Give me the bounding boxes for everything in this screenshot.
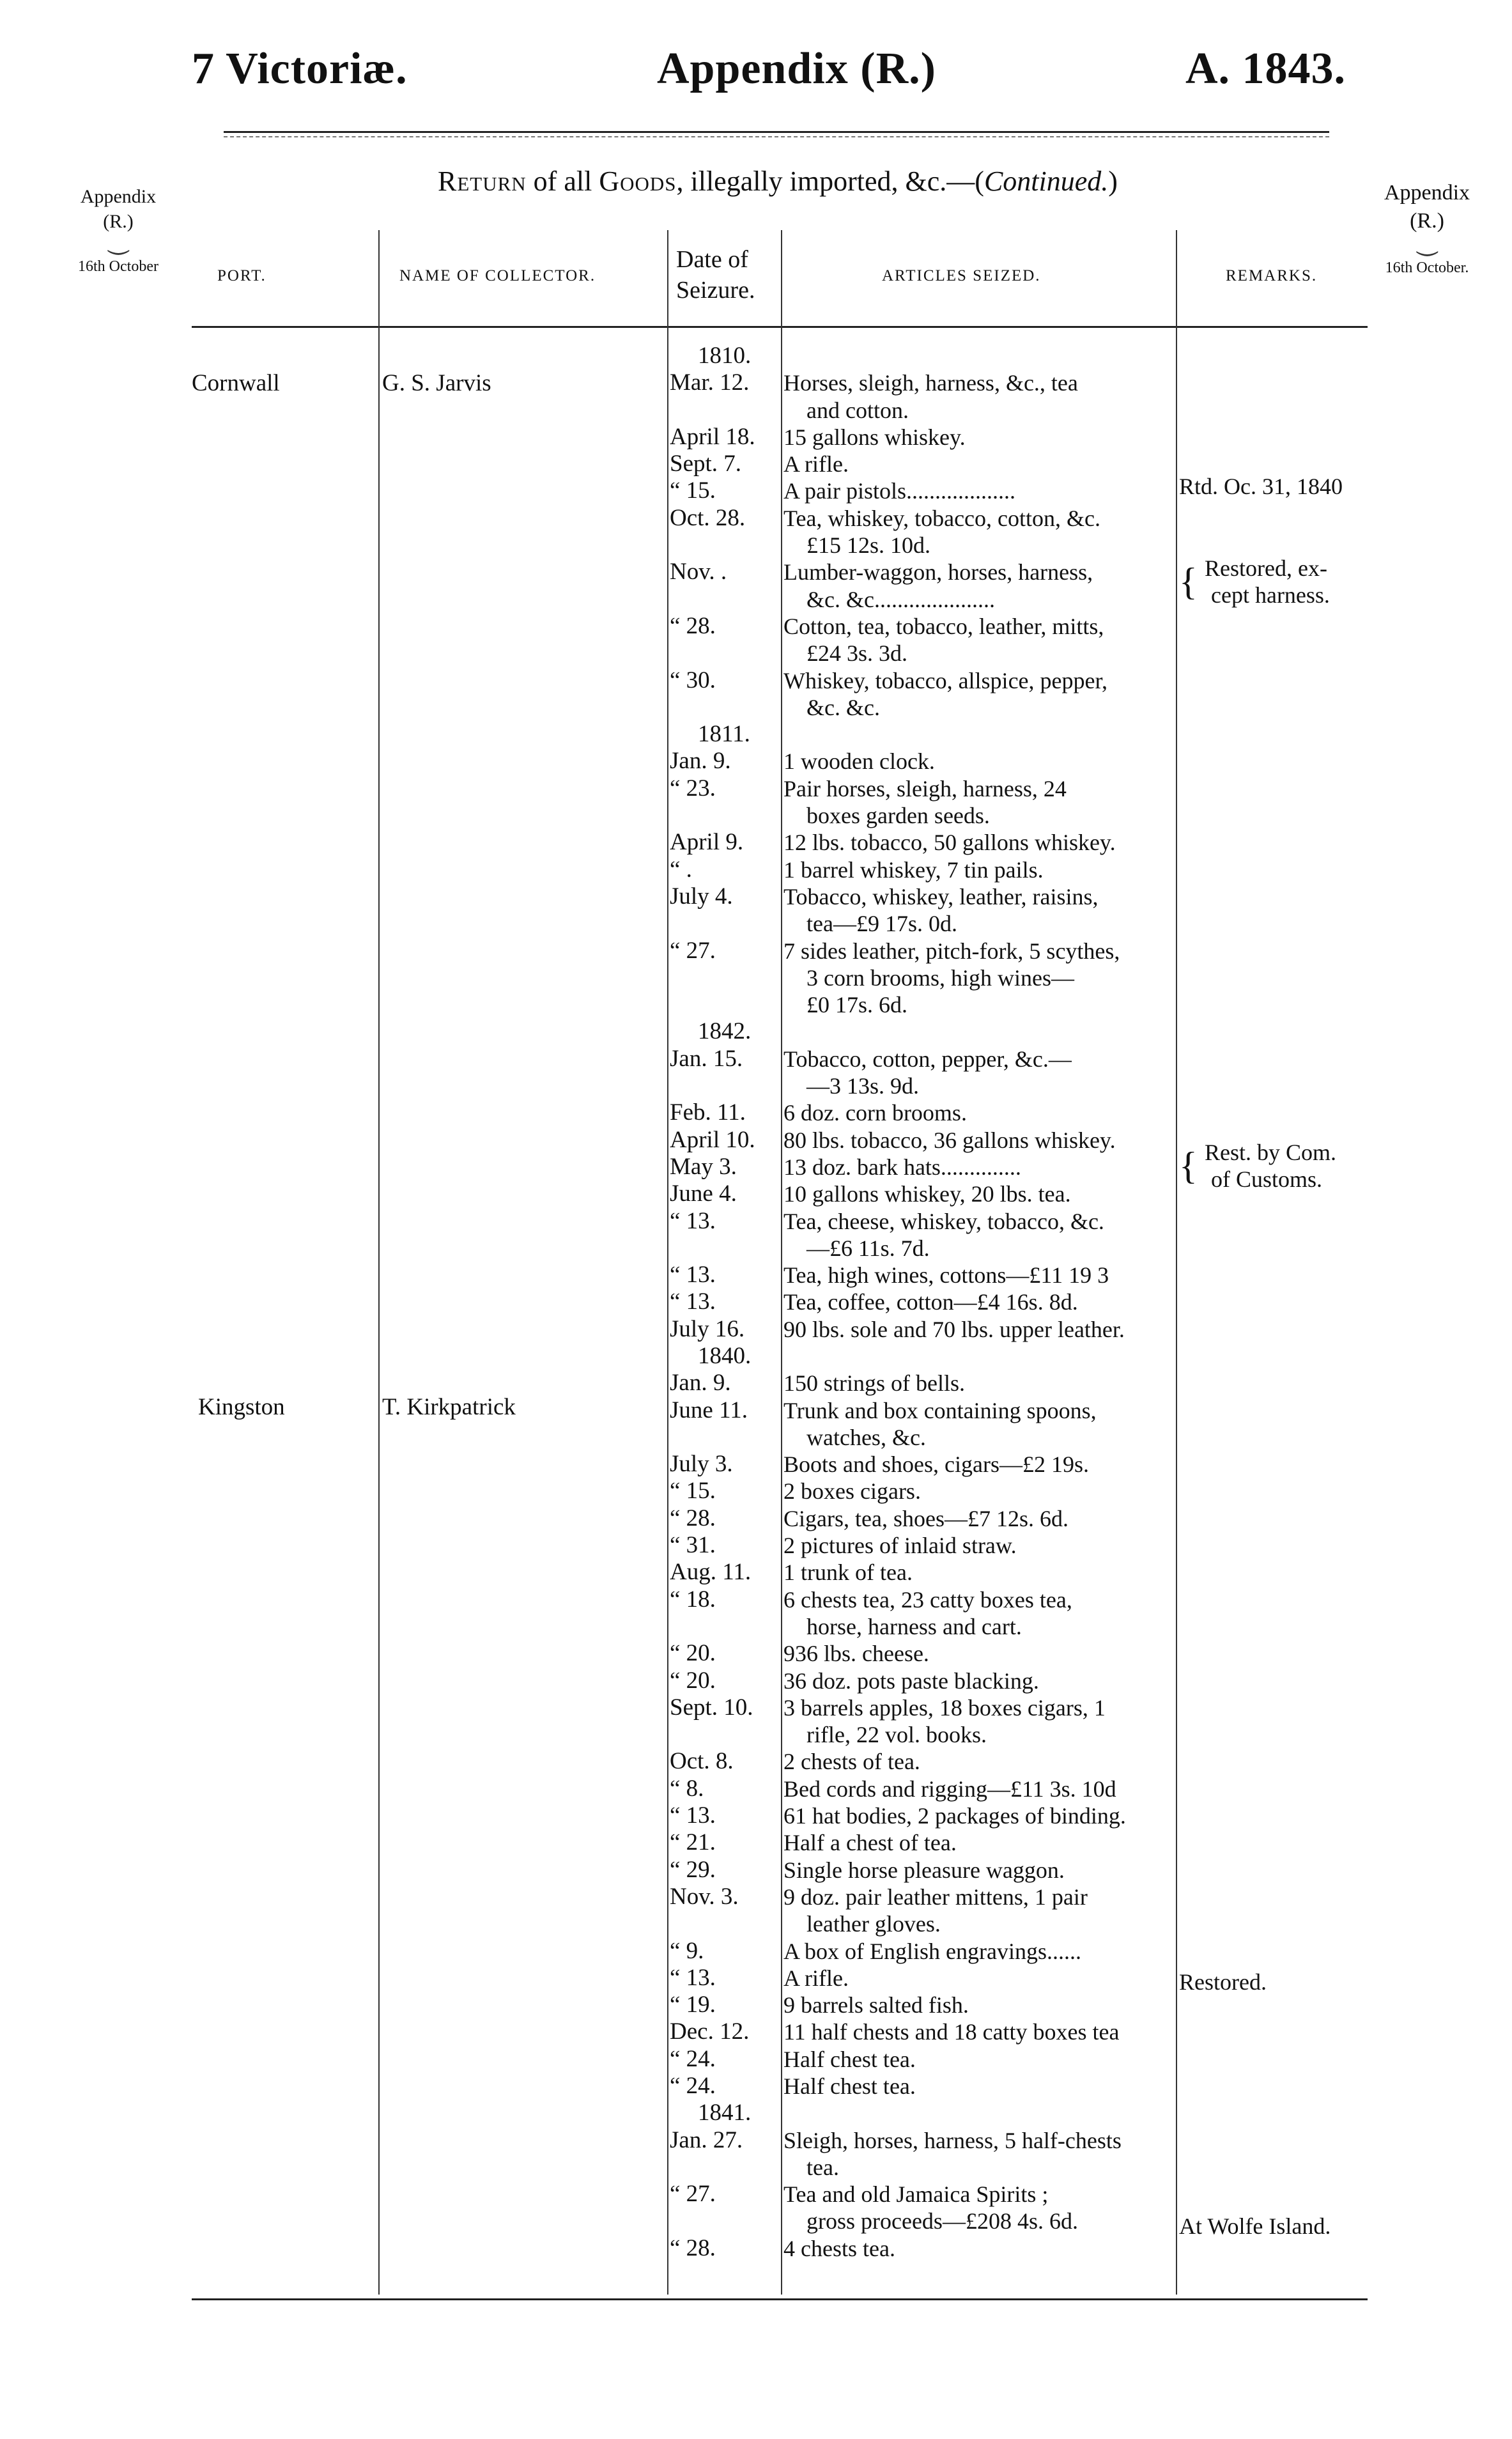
seizure-date: Jan. 9. [670,748,731,775]
column-header-date-line: Seizure. [676,277,755,304]
seizure-date: Oct. 8. [670,1748,734,1775]
brace-icon: { [1179,561,1198,603]
collector-name: T. Kirkpatrick [382,1394,516,1420]
seizure-date: “ 29. [670,1856,716,1883]
seizure-date: June 11. [670,1397,748,1423]
remark: cept harness. [1211,582,1330,608]
seizure-date: “ 13. [670,1207,716,1234]
seizure-date: “ 28. [670,2234,716,2261]
column-divider [667,230,668,2295]
seizure-date [670,1910,780,1937]
seizure-date [670,964,780,991]
article-line: Tea, coffee, cotton—£4 16s. 8d. [783,1289,1078,1315]
seizure-date: “ 28. [670,1505,716,1531]
brace-icon: ⏝ [107,228,130,253]
column-header-remarks: REMARKS. [1226,267,1318,284]
header-divider [192,326,1368,328]
seizure-date: July 16. [670,1315,745,1342]
column-header-port: PORT. [217,267,266,284]
seizure-date: “ 15. [670,477,716,504]
seizure-date [670,1613,780,1640]
seizure-date: Jan. 9. [670,1370,731,1397]
seizure-date [670,1235,780,1262]
seizure-date: Jan. 27. [670,2126,743,2153]
remark: of Customs. [1211,1166,1323,1192]
article-line: 1 trunk of tea. [783,1560,913,1586]
article-line: 11 half chests and 18 catty boxes tea [783,2019,1120,2045]
article-line: £24 3s. 3d. [806,640,908,667]
article-line: 90 lbs. sole and 70 lbs. upper leather. [783,1316,1125,1342]
article-line: Lumber-waggon, horses, harness, [783,559,1093,585]
brace-icon: ⏝ [1416,229,1439,255]
article-line: 61 hat bodies, 2 packages of binding. [783,1803,1126,1829]
article-line: Whiskey, tobacco, allspice, pepper, [783,667,1108,693]
title-word: Return [438,166,527,197]
article-line: Boots and shoes, cigars—£2 19s. [783,1452,1089,1478]
seizure-date: 1810. [698,343,752,369]
article-line: 13 doz. bark hats.............. [783,1154,1021,1180]
article-line: 3 barrels apples, 18 boxes cigars, 1 [783,1694,1106,1721]
remark: At Wolfe Island. [1179,2213,1331,2239]
seizure-date: April 10. [670,1126,755,1153]
article-line: Bed cords and rigging—£11 3s. 10d [783,1776,1116,1802]
column-header-collector: NAME OF COLLECTOR. [399,267,596,284]
article-line: 2 boxes cigars. [783,1478,921,1505]
article-line: 1 wooden clock. [783,748,935,775]
dates-column [670,343,780,2262]
title-text: of all [533,166,592,197]
article-line: A pair pistols................... [783,478,1016,504]
seizure-date: Sept. 7. [670,451,742,477]
seizure-date: “ 13. [670,1262,716,1289]
article-line: A box of English engravings...... [783,1938,1081,1964]
article-line: Tea and old Jamaica Spirits ; [783,2181,1049,2208]
column-divider [781,230,782,2295]
article-line: A rifle. [783,451,849,477]
seizure-date: June 4. [670,1181,737,1207]
seizure-date [670,1072,780,1099]
seizure-date: “ 24. [670,2073,716,2099]
article-line: rifle, 22 vol. books. [806,1722,987,1748]
title-text: ) [1108,166,1118,197]
seizure-date: “ 21. [670,1829,716,1856]
seizure-date: Nov. . [670,559,727,585]
article-line: Sleigh, horses, harness, 5 half-chests [783,2127,1122,2153]
article-line: Half a chest of tea. [783,1830,957,1856]
article-line [783,2100,1180,2126]
seizure-date: July 4. [670,883,733,910]
seizure-date: 1811. [698,721,750,748]
seizure-date: “ 18. [670,1586,716,1613]
seizure-date: “ 30. [670,667,716,693]
article-line: 150 strings of bells. [783,1370,965,1397]
article-line: Pair horses, sleigh, harness, 24 [783,775,1067,801]
seizure-date: Mar. 12. [670,369,750,396]
article-line: £15 12s. 10d. [806,532,931,559]
seizure-date [670,586,780,613]
margin-note-left [51,184,185,277]
article-line: horse, harness and cart. [806,1613,1022,1639]
article-line: tea—£9 17s. 0d. [806,911,957,937]
seizure-date: “ . [670,856,692,883]
table-bottom-rule [192,2298,1368,2300]
article-line: 10 gallons whiskey, 20 lbs. tea. [783,1181,1071,1207]
column-header-date-line: Date of [676,246,748,273]
article-line: Tobacco, cotton, pepper, &c.— [783,1046,1072,1072]
seizure-date [670,1721,780,1748]
article-line: —£6 11s. 7d. [806,1235,930,1261]
margin-date: 16th October. [1385,259,1469,277]
seizure-date [670,2154,780,2181]
seizure-date: May 3. [670,1153,737,1180]
seizure-date: Feb. 11. [670,1099,746,1126]
remark: Rtd. Oc. 31, 1840 [1179,474,1343,499]
article-line: 36 doz. pots paste blacking. [783,1668,1039,1694]
article-line: 9 doz. pair leather mittens, 1 pair [783,1884,1088,1910]
header-year: A. 1843. [1185,44,1346,93]
seizure-date: 1841. [698,2100,752,2126]
seizure-date [670,2208,780,2234]
seizure-date: “ 13. [670,1802,716,1829]
article-line: 12 lbs. tobacco, 50 gallons whiskey. [783,830,1116,856]
article-line: &c. &c. [806,694,880,720]
seizure-date: “ 13. [670,1289,716,1315]
seizure-date [670,397,780,424]
seizure-date: “ 24. [670,2045,716,2072]
article-line: &c. &c..................... [806,586,995,612]
articles-column [783,343,1180,2262]
margin-note-right [1360,179,1494,279]
header-appendix: Appendix (R.) [657,44,936,93]
article-line: leather gloves. [806,1911,941,1937]
seizure-date: “ 8. [670,1775,704,1802]
seizure-date [670,910,780,937]
article-line: watches, &c. [806,1424,926,1450]
seizure-date: “ 27. [670,937,716,964]
article-line [783,1018,1180,1045]
article-line: gross proceeds—£208 4s. 6d. [806,2208,1078,2234]
article-line: —3 13s. 9d. [806,1073,920,1099]
seizure-date: 1840. [698,1342,752,1369]
column-header-articles: ARTICLES SEIZED. [882,267,1041,284]
seizure-date: “ 9. [670,1937,704,1964]
article-line: 1 barrel whiskey, 7 tin pails. [783,856,1044,883]
article-line: Trunk and box containing spoons, [783,1397,1097,1423]
article-line: Half chest tea. [783,2073,916,2099]
article-line: Cotton, tea, tobacco, leather, mitts, [783,613,1104,639]
article-line: 9 barrels salted fish. [783,1992,969,2018]
remark: Restored. [1179,1969,1267,1995]
margin-date: 16th October [78,258,158,275]
seizure-date: Jan. 15. [670,1045,743,1072]
seizure-date: “ 20. [670,1640,716,1667]
article-line: tea. [806,2154,839,2180]
return-title [438,165,1118,197]
seizure-date: “ 20. [670,1667,716,1694]
seizure-date: “ 15. [670,1478,716,1505]
title-continued: Continued. [984,166,1109,197]
margin-label: Appendix [1384,181,1470,205]
article-line: and cotton. [806,397,909,423]
seizure-date [670,532,780,559]
seizure-date: Aug. 11. [670,1559,752,1586]
seizure-date: April 9. [670,829,744,856]
article-line: Half chest tea. [783,2046,916,2072]
article-line: Tea, cheese, whiskey, tobacco, &c. [783,1208,1104,1234]
article-line: 2 pictures of inlaid straw. [783,1533,1017,1559]
article-line: 7 sides leather, pitch-fork, 5 scythes, [783,938,1120,964]
seizure-date: “ 27. [670,2181,716,2208]
seizure-date: April 18. [670,423,755,450]
seizure-date: “ 13. [670,1964,716,1991]
article-line: Tea, high wines, cottons—£11 19 3 [783,1262,1109,1289]
seizure-date [670,802,780,829]
article-line: Cigars, tea, shoes—£7 12s. 6d. [783,1505,1068,1531]
seizure-date: Nov. 3. [670,1883,739,1910]
article-line: boxes garden seeds. [806,803,990,829]
seizure-date: Sept. 10. [670,1694,753,1721]
title-word: Goods [599,166,677,197]
port-name: Cornwall [192,370,280,396]
header-session: 7 Victoriæ. [192,44,408,93]
article-line: 4 chests tea. [783,2235,895,2261]
collector-name: G. S. Jarvis [382,370,491,396]
brace-icon: { [1179,1145,1198,1187]
port-name: Kingston [198,1394,285,1420]
seizure-date: “ 23. [670,775,716,801]
article-line: 3 corn brooms, high wines— [806,964,1074,991]
article-line: £0 17s. 6d. [806,992,908,1018]
article-line: Tobacco, whiskey, leather, raisins, [783,883,1099,910]
remark: Rest. by Com. [1205,1140,1337,1165]
title-text: , illegally imported, &c.—( [676,166,984,197]
article-line: 6 doz. corn brooms. [783,1100,967,1126]
article-line: 2 chests of tea. [783,1749,920,1775]
seizure-date [670,640,780,667]
seizure-date [670,694,780,721]
seizure-date: “ 19. [670,1992,716,2018]
header-rule [224,131,1329,137]
seizure-date: Dec. 12. [670,2018,750,2045]
seizure-date [670,1424,780,1451]
seizure-date: July 3. [670,1451,733,1478]
seizure-date: Oct. 28. [670,504,746,531]
article-line [783,721,1180,748]
article-line: 80 lbs. tobacco, 36 gallons whiskey. [783,1127,1116,1153]
article-line: 936 lbs. cheese. [783,1641,929,1667]
seizure-date: 1842. [698,1018,752,1045]
seizure-date [670,991,780,1018]
seizure-date: “ 31. [670,1532,716,1559]
article-line [783,343,1180,369]
column-header-date [676,244,755,306]
article-line: 6 chests tea, 23 catty boxes tea, [783,1586,1072,1613]
seizure-date: “ 28. [670,612,716,639]
article-line: Tea, whiskey, tobacco, cotton, &c. [783,505,1100,531]
article-line: 15 gallons whiskey. [783,424,966,450]
margin-label: Appendix [80,186,157,207]
article-line: Single horse pleasure waggon. [783,1857,1065,1883]
article-line: Horses, sleigh, harness, &c., tea [783,370,1078,396]
article-line: A rifle. [783,1965,849,1991]
column-divider [378,230,380,2295]
margin-ref: (R.) [103,211,134,232]
margin-ref: (R.) [1410,209,1444,233]
article-line [783,1343,1180,1370]
remark: Restored, ex- [1205,555,1327,581]
